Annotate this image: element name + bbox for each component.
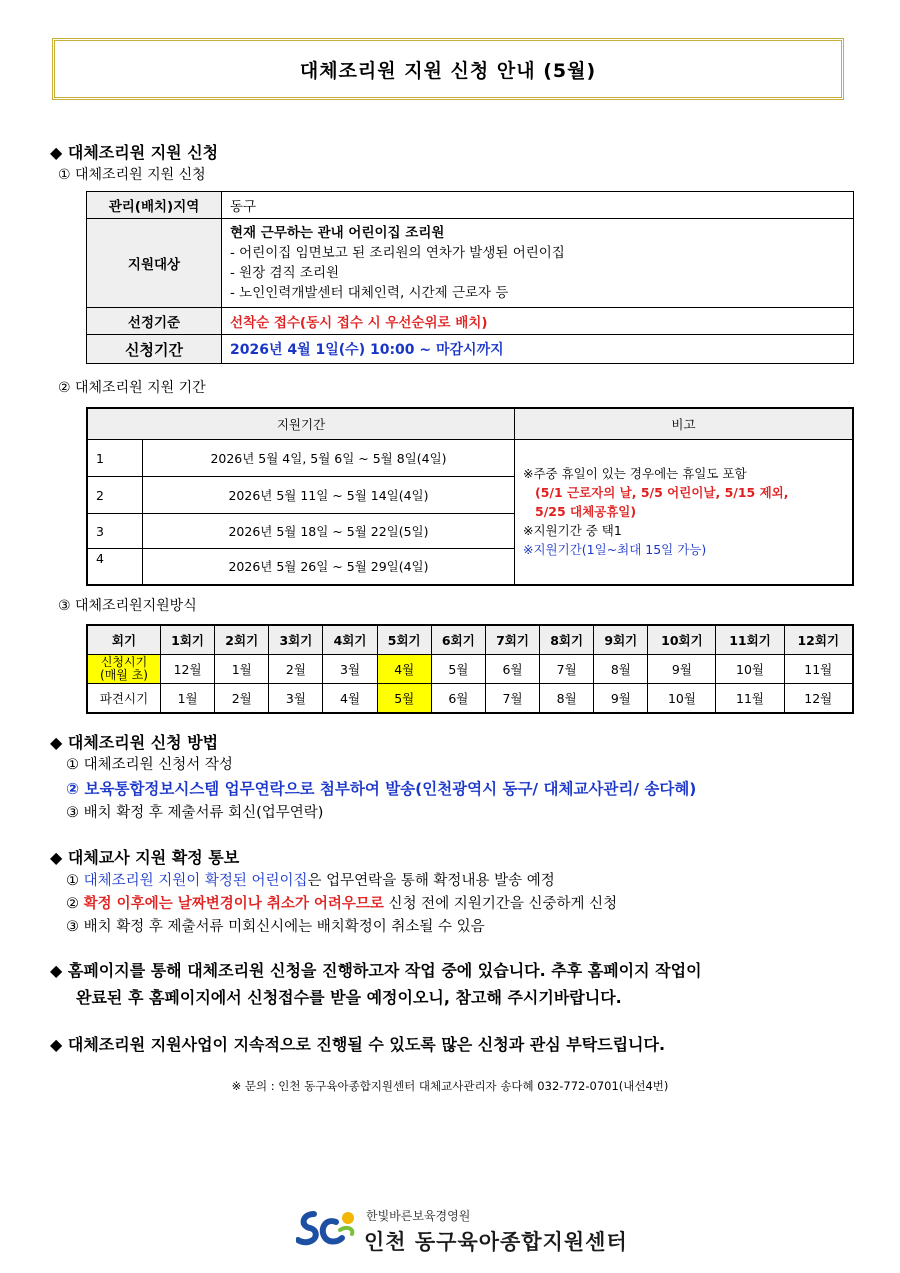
confirm-text: 은 업무연락을 통해 확정내용 발송 예정: [307, 873, 555, 889]
round-header-cell: 8회기: [540, 625, 594, 655]
round-header-cell: 10회기: [648, 625, 716, 655]
dispatch-cell: 9월: [594, 684, 648, 714]
homepage-notice-line1: ◆ 홈페이지를 통해 대체조리원 신청을 진행하고자 작업 중에 있습니다. 추후 홈페이지 작업이: [50, 961, 702, 980]
target-line: - 원장 겸직 조리원: [230, 265, 340, 281]
criteria-value: 선착순 접수(동시 접수 시 우선순위로 배치): [222, 308, 854, 335]
round-header-cell: 3회기: [269, 625, 323, 655]
dispatch-cell: 2월: [215, 684, 269, 714]
note-line: ※지원기간 중 택1: [523, 523, 622, 539]
section1-heading: ◆ 대체조리원 지원 신청: [50, 143, 219, 162]
section1-sub3: ③ 대체조리원지원방식: [58, 598, 197, 614]
apply-cell: 10월: [716, 655, 784, 684]
apply-cell: 2월: [269, 655, 323, 684]
method-item: ② 보육통합정보시스템 업무연락으로 첨부하여 발송(인천광역시 동구/ 대체교사관리/ 송다혜): [66, 780, 697, 798]
dispatch-cell: 6월: [431, 684, 485, 714]
logo-subtitle: 한빛바른보육경영원: [366, 1209, 471, 1223]
apply-cell: 4월: [377, 655, 431, 684]
region-label: 관리(배치)지역: [87, 192, 222, 219]
target-value: [222, 219, 854, 308]
dispatch-cell: 10월: [648, 684, 716, 714]
page-title: 대체조리원 지원 신청 안내 (5월): [299, 59, 597, 82]
note-line: ※주중 휴일이 있는 경우에는 휴일도 포함: [523, 466, 747, 482]
logo-title: 인천 동구육아종합지원센터: [364, 1230, 628, 1254]
row-period: 2026년 5월 18일 ~ 5월 22일(5일): [143, 514, 515, 549]
dispatch-cell: 3월: [269, 684, 323, 714]
row-period: 2026년 5월 4일, 5월 6일 ~ 5월 8일(4일): [143, 440, 515, 477]
apply-cell: 11월: [784, 655, 853, 684]
apply-cell: 6월: [485, 655, 539, 684]
confirm-item: ③ 배치 확정 후 제출서류 미회신시에는 배치확정이 취소될 수 있음: [66, 919, 485, 935]
round-schedule-table: [86, 624, 854, 714]
note-line: 5/25 대체공휴일): [535, 504, 637, 520]
apply-cell: 1월: [215, 655, 269, 684]
confirm-item: [66, 869, 555, 890]
homepage-notice-line2: 완료된 후 홈페이지에서 신청접수를 받을 예정이오니, 참고해 주시기바랍니다.: [76, 988, 622, 1007]
center-logo-icon: [296, 1206, 356, 1252]
item-number: ②: [66, 896, 79, 912]
dispatch-cell: 5월: [377, 684, 431, 714]
section1-sub1: ① 대체조리원 지원 신청: [58, 167, 206, 183]
criteria-label: 선정기준: [87, 308, 222, 335]
dispatch-cell: 8월: [540, 684, 594, 714]
round-label: 회기: [87, 625, 161, 655]
target-label: 지원대상: [87, 219, 222, 308]
note-header: 비고: [515, 408, 854, 440]
confirm-warning: 확정 이후에는 날짜변경이나 취소가 어려우므로: [83, 896, 384, 912]
closing-notice: ◆ 대체조리원 지원사업이 지속적으로 진행될 수 있도록 많은 신청과 관심 부탁드립니다.: [50, 1035, 666, 1054]
row-period: 2026년 5월 11일 ~ 5월 14일(4일): [143, 477, 515, 514]
confirm-item: [66, 892, 617, 913]
row-number: 3: [87, 514, 143, 549]
apply-cell: 12월: [161, 655, 215, 684]
target-line: - 노인인력개발센터 대체인력, 시간제 근로자 등: [230, 285, 509, 301]
row-number: 4: [87, 549, 143, 585]
round-header-cell: 7회기: [485, 625, 539, 655]
period-label: 신청기간: [87, 335, 222, 364]
dispatch-cell: 1월: [161, 684, 215, 714]
apply-label-line: 신청시기: [100, 655, 148, 669]
confirm-highlight: 대체조리원 지원이 확정된 어린이집: [83, 873, 308, 889]
round-header-cell: 6회기: [431, 625, 485, 655]
round-header-cell: 11회기: [716, 625, 784, 655]
apply-cell: 9월: [648, 655, 716, 684]
round-header-cell: 12회기: [784, 625, 853, 655]
round-header-cell: 2회기: [215, 625, 269, 655]
apply-cell: 5월: [431, 655, 485, 684]
note-line: (5/1 근로자의 날, 5/5 어린이날, 5/15 제외,: [535, 485, 789, 501]
method-item: ③ 배치 확정 후 제출서류 회신(업무연락): [66, 805, 324, 821]
dispatch-cell: 11월: [716, 684, 784, 714]
support-info-table: [86, 191, 854, 364]
row-number: 1: [87, 440, 143, 477]
method-item: ① 대체조리원 신청서 작성: [66, 757, 233, 773]
title-box: [52, 38, 844, 100]
apply-cell: 7월: [540, 655, 594, 684]
row-period: 2026년 5월 26일 ~ 5월 29일(4일): [143, 549, 515, 585]
round-header-cell: 9회기: [594, 625, 648, 655]
dispatch-cell: 12월: [784, 684, 853, 714]
round-header-cell: 5회기: [377, 625, 431, 655]
note-line: ※지원기간(1일~최대 15일 가능): [523, 542, 707, 558]
dispatch-label: 파견시기: [87, 684, 161, 714]
table-row: [87, 440, 853, 477]
section2-heading: ◆ 대체조리원 신청 방법: [50, 733, 219, 752]
dispatch-cell: 4월: [323, 684, 377, 714]
round-header-cell: 4회기: [323, 625, 377, 655]
round-header-cell: 1회기: [161, 625, 215, 655]
target-line: - 어린이집 임면보고 된 조리원의 연차가 발생된 어린이집: [230, 245, 565, 261]
item-number: ①: [66, 873, 79, 889]
contact-info: ※ 문의 : 인천 동구육아종합지원센터 대체교사관리자 송다혜 032-772-0701(내선4번): [231, 1079, 669, 1093]
confirm-text: 신청 전에 지원기간을 신중하게 신청: [383, 896, 618, 912]
apply-label: [87, 655, 161, 684]
apply-cell: 3월: [323, 655, 377, 684]
support-period-table: [86, 407, 854, 586]
dispatch-cell: 7월: [485, 684, 539, 714]
apply-cell: 8월: [594, 655, 648, 684]
period-value: 2026년 4월 1일(수) 10:00 ~ 마감시까지: [222, 335, 854, 364]
section3-heading: ◆ 대체교사 지원 확정 통보: [50, 848, 240, 867]
row-number: 2: [87, 477, 143, 514]
region-value: 동구: [222, 192, 854, 219]
target-line: 현재 근무하는 관내 어린이집 조리원: [230, 225, 445, 241]
apply-label-line: (매월 초): [100, 668, 148, 682]
section1-sub2: ② 대체조리원 지원 기간: [58, 380, 206, 396]
period-header: 지원기간: [87, 408, 515, 440]
period-note: [515, 440, 854, 585]
